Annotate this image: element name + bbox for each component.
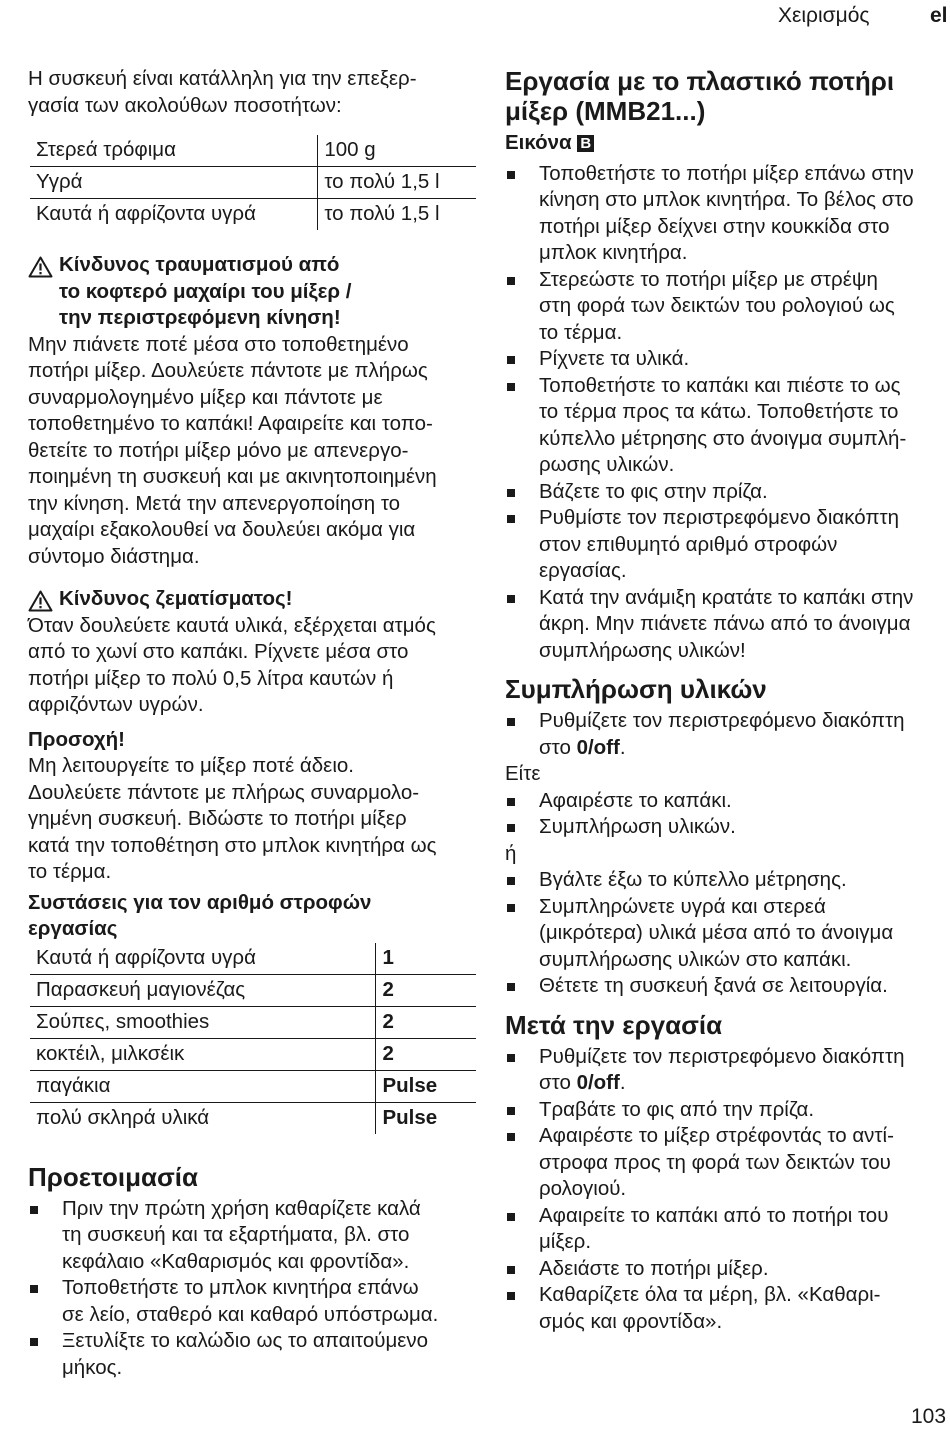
fill-list (505, 708, 950, 761)
table-cell-label: Καυτά ή αφρίζοντα υγρά (30, 199, 318, 231)
after-work-heading: Μετά την εργασία (505, 1009, 723, 1040)
preparation-list (28, 1196, 478, 1382)
speed-table (30, 943, 476, 1134)
list-item: Αφαιρέστε το μίξερ στρέφοντάς το αντί- στροφα προς τη φορά των δεικτών του ρολογιού. (505, 1123, 950, 1203)
after-work-list (505, 1044, 950, 1336)
list-item: Θέτετε τη συσκευή ξανά σε λειτουργία. (505, 973, 950, 1000)
table-cell-label: Υγρά (30, 167, 318, 199)
list-item: Αδειάστε το ποτήρι μίξερ. (505, 1256, 950, 1283)
scald-warning-title: Κίνδυνος ζεματίσματος! (28, 586, 478, 613)
list-item: Συμπλήρωση υλικών. (505, 814, 950, 841)
preparation-heading: Προετοιμασία (28, 1161, 198, 1192)
table-cell-label: Στερεά τρόφιμα (36, 138, 176, 162)
list-item: Ρυθμίζετε τον περιστρεφόμενο διακόπτη στο 0/off. (505, 1044, 950, 1097)
table-cell-value: 2 (376, 974, 476, 1006)
list-item: Τοποθετήστε το μπλοκ κινητήρα επάνω σε λείο, σταθερό και καθαρό υπόστρωμα. (28, 1275, 478, 1328)
figure-reference: Εικόνα B (505, 130, 950, 157)
injury-warning-title: Κίνδυνος τραυματισμού από το κοφτερό μαχαίρι του μίξερ / την περιστρεφόμενη κίνηση! (28, 252, 478, 332)
either-label: Είτε (505, 762, 541, 785)
list-item: Συμπληρώνετε υγρά και στερεά (μικρότερα) υλικά μέσα από το άνοιγμα συμπλήρωσης υλικών στο καπάκι. (505, 894, 950, 974)
table-cell-value: 2 (376, 1038, 476, 1070)
table-cell-label: Σούπες, smoothies (30, 1006, 376, 1038)
table-cell-value: το πολύ 1,5 l (318, 199, 476, 231)
table-cell-value: το πολύ 1,5 l (318, 167, 476, 199)
list-item: Αφαιρείτε το καπάκι από το ποτήρι του μίξερ. (505, 1203, 950, 1256)
table-cell-label: πολύ σκληρά υλικά (30, 1102, 376, 1134)
warning-icon (28, 586, 59, 613)
table-cell-label: Παρασκευή μαγιονέζας (30, 974, 376, 1006)
table-row (30, 974, 476, 1006)
header-section-title: Χειρισμός (778, 4, 870, 27)
list-item: Ξετυλίξτε το καλώδιο ως το απαιτούμενο μήκος. (28, 1328, 478, 1381)
scald-warning-text: Όταν δουλεύετε καυτά υλικά, εξέρχεται ατμός από το χωνί στο καπάκι. Ρίχνετε μέσα στο ποτήρι μίξερ το πολύ 0,5 λίτρα καυτών ή αφριζόντων υγρών. (28, 613, 436, 716)
table-cell-value: 2 (376, 1006, 476, 1038)
warning-icon (28, 252, 59, 332)
list-item: Τραβάτε το φις από την πρίζα. (505, 1097, 950, 1124)
table-row (30, 135, 476, 167)
table-cell-value: 1 (376, 943, 476, 975)
right-column (505, 66, 950, 1335)
plastic-jug-heading: Εργασία με το πλαστικό ποτήρι μίξερ (MMB21...) (505, 66, 895, 126)
list-item: Στερεώστε το ποτήρι μίξερ με στρέψη στη φορά των δεικτών του ρολογιού ως το τέρμα. (505, 267, 950, 347)
table-cell-value: Pulse (376, 1102, 476, 1134)
table-cell-label: κοκτέιλ, μιλκσέικ (30, 1038, 376, 1070)
figure-letter-badge: B (577, 135, 594, 152)
table-row (30, 167, 476, 199)
table-cell-label: παγάκια (30, 1070, 376, 1102)
list-item: Ρυθμίστε τον περιστρεφόμενο διακόπτη στον επιθυμητό αριθμό στροφών εργασίας. (505, 505, 950, 585)
table-cell-value: Pulse (376, 1070, 476, 1102)
quantity-table (30, 135, 476, 230)
attention-block (28, 727, 478, 886)
intro-text: Η συσκευή είναι κατάλληλη για την επεξερ- γασία των ακολούθων ποσοτήτων: (28, 67, 417, 117)
either-list (505, 788, 950, 841)
list-item: Αφαιρέστε το καπάκι. (505, 788, 950, 815)
list-item: Καθαρίζετε όλα τα μέρη, βλ. «Καθαρι- σμός και φροντίδα». (505, 1282, 950, 1335)
speed-recommendations-title: Συστάσεις για τον αριθμό στροφών εργασίας (28, 890, 372, 940)
injury-warning-text: Μην πιάνετε ποτέ μέσα στο τοποθετημένο ποτήρι μίξερ. Δουλεύετε πάντοτε με πλήρως συναρμολογημένο μίξερ και πάντοτε με τοποθετημένο το καπάκι! Αφαιρείτε και τοπο- θετείτε το ποτήρι μίξερ μόνο με απενεργο- ποιημένη τη συσκευή και με ακινητοποιημένη την κίνηση. Μετά την απενεργοποίηση το μαχαίρι εξακολουθεί να δουλεύει ακόμα για σύντομο διάστημα. (28, 332, 437, 568)
attention-title: Προσοχή! (28, 727, 125, 751)
list-item: Ρυθμίζετε τον περιστρεφόμενο διακόπτη στο 0/off. (505, 708, 950, 761)
table-row (30, 1070, 476, 1102)
table-cell-value: 100 g (318, 135, 476, 167)
left-column (28, 66, 478, 1381)
page-number: 103 (911, 1405, 947, 1428)
list-item: Ρίχνετε τα υλικά. (505, 346, 950, 373)
attention-text: Μη λειτουργείτε το μίξερ ποτέ άδειο. Δουλεύετε πάντοτε με πλήρως συναρμολο- γημένη συσκευή. Βιδώστε το ποτήρι μίξερ κατά την τοποθέτηση στο μπλοκ κινητήρα ως το τέρμα. (28, 754, 437, 883)
table-row (30, 1038, 476, 1070)
or-list (505, 867, 950, 1000)
header-language-code: el (930, 4, 948, 27)
list-item: Βάζετε το φις στην πρίζα. (505, 479, 950, 506)
table-row (30, 1102, 476, 1134)
table-row (30, 1006, 476, 1038)
table-row (30, 943, 476, 975)
or-label: ή (505, 841, 517, 865)
list-item: Τοποθετήστε το καπάκι και πιέστε το ως το τέρμα προς τα κάτω. Τοποθετήστε το κύπελλο μέτρησης στο άνοιγμα συμπλή- ρωσης υλικών. (505, 373, 950, 479)
fill-ingredients-heading: Συμπλήρωση υλικών (505, 674, 767, 704)
list-item: Πριν την πρώτη χρήση καθαρίζετε καλά τη συσκευή και τα εξαρτήματα, βλ. στο κεφάλαιο «Καθαρισμός και φροντίδα». (28, 1196, 478, 1276)
table-row (30, 199, 476, 231)
list-item: Βγάλτε έξω το κύπελλο μέτρησης. (505, 867, 950, 894)
usage-steps-list (505, 161, 950, 665)
table-cell-label: Καυτά ή αφρίζοντα υγρά (36, 945, 256, 969)
list-item: Τοποθετήστε το ποτήρι μίξερ επάνω στην κίνηση στο μπλοκ κινητήρα. Το βέλος στο ποτήρι μίξερ δείχνει στην κουκκίδα στο μπλοκ κινητήρα. (505, 161, 950, 267)
list-item: Κατά την ανάμιξη κρατάτε το καπάκι στην άκρη. Μην πιάνετε πάνω από το άνοιγμα συμπλήρωσης υλικών! (505, 585, 950, 665)
